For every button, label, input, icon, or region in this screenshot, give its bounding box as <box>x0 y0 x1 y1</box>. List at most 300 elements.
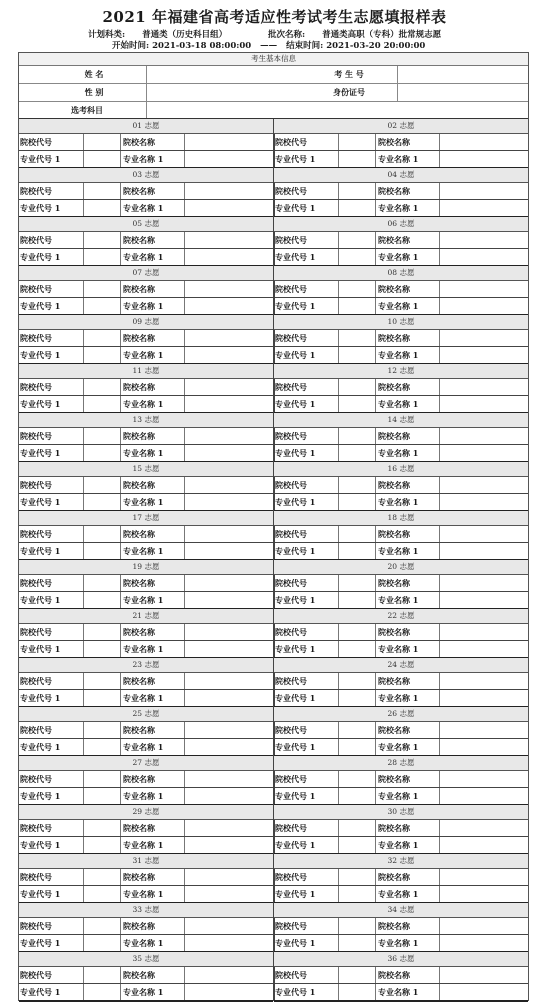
school-code-label: 院校代号 <box>275 627 307 637</box>
major-line <box>19 592 273 610</box>
major-name-field[interactable] <box>439 494 529 510</box>
school-line <box>274 477 528 494</box>
major-code-field[interactable] <box>338 151 375 167</box>
school-line <box>19 379 273 396</box>
choice-header: 02 志愿 <box>274 119 528 134</box>
major-name-field[interactable] <box>439 690 529 706</box>
school-code-field[interactable] <box>83 673 120 689</box>
major-name-field[interactable] <box>184 347 274 363</box>
school-code-label: 院校代号 <box>275 137 307 147</box>
major-line <box>19 494 273 512</box>
major-name-label: 专业名称 1 <box>375 396 440 412</box>
choice-header: 31 志愿 <box>19 854 273 869</box>
major-code-label: 专业代号 1 <box>20 889 61 899</box>
major-name-field[interactable] <box>184 200 274 216</box>
school-code-field[interactable] <box>83 330 120 346</box>
major-name-field[interactable] <box>439 984 529 1000</box>
major-code-field[interactable] <box>83 935 120 951</box>
choice-block <box>274 805 528 854</box>
school-code-field[interactable] <box>338 134 375 150</box>
major-code-field[interactable] <box>338 690 375 706</box>
major-code-field[interactable] <box>338 298 375 314</box>
school-code-field[interactable] <box>83 379 120 395</box>
school-name-field[interactable] <box>439 134 529 150</box>
school-code-label: 院校代号 <box>20 431 52 441</box>
school-name-label: 院校名称 <box>375 771 440 787</box>
choice-header: 10 志愿 <box>274 315 528 330</box>
school-name-label: 院校名称 <box>375 575 440 591</box>
major-code-label: 专业代号 1 <box>20 840 61 850</box>
school-code-label: 院校代号 <box>275 480 307 490</box>
major-line <box>274 445 528 463</box>
school-name-label: 院校名称 <box>120 232 185 248</box>
major-name-field[interactable] <box>439 837 529 853</box>
school-code-label: 院校代号 <box>275 431 307 441</box>
major-code-field[interactable] <box>83 690 120 706</box>
school-name-field[interactable] <box>184 771 274 787</box>
school-name-field[interactable] <box>439 232 529 248</box>
choice-header: 08 志愿 <box>274 266 528 281</box>
choice-block <box>274 658 528 707</box>
major-code-field[interactable] <box>83 886 120 902</box>
choice-block <box>274 707 528 756</box>
school-name-field[interactable] <box>184 918 274 934</box>
major-name-label: 专业名称 1 <box>375 200 440 216</box>
major-code-field[interactable] <box>83 788 120 804</box>
major-name-field[interactable] <box>439 935 529 951</box>
school-name-label: 院校名称 <box>120 869 185 885</box>
school-name-field[interactable] <box>184 330 274 346</box>
school-name-label: 院校名称 <box>120 967 185 983</box>
school-name-label: 院校名称 <box>120 771 185 787</box>
school-name-field[interactable] <box>439 722 529 738</box>
end-label: 结束时间: <box>286 41 324 51</box>
school-code-field[interactable] <box>83 134 120 150</box>
school-code-label: 院校代号 <box>20 480 52 490</box>
major-name-label: 专业名称 1 <box>375 592 440 608</box>
choice-row <box>19 707 528 756</box>
major-line <box>274 788 528 806</box>
major-code-field[interactable] <box>83 347 120 363</box>
major-name-label: 专业名称 1 <box>120 494 185 510</box>
major-code-field[interactable] <box>338 592 375 608</box>
school-name-label: 院校名称 <box>120 624 185 640</box>
major-code-field[interactable] <box>338 494 375 510</box>
major-name-label: 专业名称 1 <box>375 543 440 559</box>
major-name-label: 专业名称 1 <box>375 739 440 755</box>
major-code-field[interactable] <box>338 347 375 363</box>
choice-header: 17 志愿 <box>19 511 273 526</box>
choice-header: 09 志愿 <box>19 315 273 330</box>
school-code-field[interactable] <box>83 624 120 640</box>
school-name-field[interactable] <box>184 869 274 885</box>
major-code-label: 专业代号 1 <box>275 546 316 556</box>
time-separator: —— <box>260 41 278 51</box>
major-code-label: 专业代号 1 <box>20 203 61 213</box>
school-name-field[interactable] <box>439 673 529 689</box>
school-name-field[interactable] <box>184 526 274 542</box>
choice-header: 25 志愿 <box>19 707 273 722</box>
school-name-field[interactable] <box>184 134 274 150</box>
choice-header: 28 志愿 <box>274 756 528 771</box>
school-name-field[interactable] <box>439 330 529 346</box>
school-name-field[interactable] <box>439 771 529 787</box>
major-code-field[interactable] <box>83 641 120 657</box>
major-code-label: 专业代号 1 <box>20 791 61 801</box>
school-code-field[interactable] <box>83 428 120 444</box>
school-code-label: 院校代号 <box>20 725 52 735</box>
major-code-field[interactable] <box>83 200 120 216</box>
school-line <box>274 575 528 592</box>
major-name-label: 专业名称 1 <box>375 641 440 657</box>
choice-block <box>19 658 275 707</box>
school-code-field[interactable] <box>338 771 375 787</box>
major-name-field[interactable] <box>439 347 529 363</box>
choice-block <box>19 364 275 413</box>
school-code-field[interactable] <box>83 869 120 885</box>
info-row-subjects <box>19 102 528 120</box>
school-line <box>19 624 273 641</box>
major-name-field[interactable] <box>184 641 274 657</box>
major-code-field[interactable] <box>83 494 120 510</box>
school-name-field[interactable] <box>439 967 529 983</box>
school-code-label: 院校代号 <box>20 921 52 931</box>
school-code-field[interactable] <box>338 869 375 885</box>
major-name-label: 专业名称 1 <box>120 739 185 755</box>
school-code-field[interactable] <box>83 771 120 787</box>
school-name-field[interactable] <box>439 281 529 297</box>
major-name-label: 专业名称 1 <box>120 396 185 412</box>
major-code-field[interactable] <box>338 788 375 804</box>
major-code-field[interactable] <box>338 984 375 1000</box>
subjects-field[interactable] <box>147 102 527 118</box>
major-name-field[interactable] <box>439 445 529 461</box>
school-name-field[interactable] <box>439 575 529 591</box>
school-line <box>274 281 528 298</box>
school-code-field[interactable] <box>83 722 120 738</box>
school-code-label: 院校代号 <box>275 186 307 196</box>
major-name-field[interactable] <box>184 935 274 951</box>
major-code-field[interactable] <box>83 298 120 314</box>
major-code-field[interactable] <box>338 543 375 559</box>
major-line <box>274 249 528 267</box>
major-name-field[interactable] <box>184 494 274 510</box>
school-code-field[interactable] <box>338 967 375 983</box>
major-code-field[interactable] <box>338 837 375 853</box>
school-name-field[interactable] <box>439 869 529 885</box>
choice-header: 14 志愿 <box>274 413 528 428</box>
school-name-label: 院校名称 <box>375 477 440 493</box>
major-name-field[interactable] <box>439 396 529 412</box>
major-name-field[interactable] <box>184 837 274 853</box>
school-name-field[interactable] <box>439 526 529 542</box>
major-code-label: 专业代号 1 <box>20 154 61 164</box>
major-name-label: 专业名称 1 <box>120 200 185 216</box>
major-name-label: 专业名称 1 <box>120 788 185 804</box>
school-code-label: 院校代号 <box>20 676 52 686</box>
major-name-label: 专业名称 1 <box>375 347 440 363</box>
school-code-field[interactable] <box>83 967 120 983</box>
major-code-field[interactable] <box>338 886 375 902</box>
school-name-field[interactable] <box>184 281 274 297</box>
school-line <box>19 967 273 984</box>
school-name-field[interactable] <box>184 624 274 640</box>
school-code-field[interactable] <box>338 624 375 640</box>
school-name-label: 院校名称 <box>120 722 185 738</box>
major-line <box>19 935 273 953</box>
school-name-field[interactable] <box>439 820 529 836</box>
major-code-label: 专业代号 1 <box>20 987 61 997</box>
major-name-label: 专业名称 1 <box>120 592 185 608</box>
school-code-field[interactable] <box>338 183 375 199</box>
school-name-field[interactable] <box>184 722 274 738</box>
major-name-field[interactable] <box>439 788 529 804</box>
choice-row <box>19 952 528 1001</box>
school-name-field[interactable] <box>439 477 529 493</box>
major-line <box>274 298 528 316</box>
major-code-label: 专业代号 1 <box>20 448 61 458</box>
major-code-field[interactable] <box>338 396 375 412</box>
school-line <box>19 281 273 298</box>
school-code-field[interactable] <box>338 477 375 493</box>
school-code-label: 院校代号 <box>20 627 52 637</box>
major-line <box>274 592 528 610</box>
major-line <box>274 543 528 561</box>
major-code-label: 专业代号 1 <box>20 546 61 556</box>
name-field[interactable] <box>147 66 277 83</box>
major-name-field[interactable] <box>184 445 274 461</box>
school-code-field[interactable] <box>83 232 120 248</box>
school-line <box>19 134 273 151</box>
school-name-field[interactable] <box>184 379 274 395</box>
major-code-field[interactable] <box>338 445 375 461</box>
major-name-label: 专业名称 1 <box>375 984 440 1000</box>
school-name-field[interactable] <box>184 575 274 591</box>
school-name-label: 院校名称 <box>120 673 185 689</box>
major-code-label: 专业代号 1 <box>275 938 316 948</box>
major-name-field[interactable] <box>439 298 529 314</box>
school-name-field[interactable] <box>184 967 274 983</box>
choice-header: 19 志愿 <box>19 560 273 575</box>
school-code-field[interactable] <box>338 232 375 248</box>
major-name-field[interactable] <box>184 396 274 412</box>
major-name-field[interactable] <box>184 592 274 608</box>
choice-block <box>274 315 528 364</box>
choice-block <box>19 266 275 315</box>
form-sheet <box>18 52 529 1001</box>
school-code-field[interactable] <box>83 526 120 542</box>
school-code-field[interactable] <box>83 820 120 836</box>
id-field[interactable] <box>398 84 526 101</box>
choice-row <box>19 756 528 805</box>
major-name-field[interactable] <box>439 151 529 167</box>
major-name-field[interactable] <box>184 249 274 265</box>
school-name-label: 院校名称 <box>120 428 185 444</box>
choice-block <box>19 854 275 903</box>
school-code-field[interactable] <box>338 820 375 836</box>
school-code-field[interactable] <box>338 918 375 934</box>
major-line <box>19 347 273 365</box>
school-code-label: 院校代号 <box>275 970 307 980</box>
school-code-field[interactable] <box>338 330 375 346</box>
major-code-label: 专业代号 1 <box>275 350 316 360</box>
choice-block <box>19 119 275 168</box>
choice-row <box>19 462 528 511</box>
info-row-gender <box>19 84 528 102</box>
school-name-label: 院校名称 <box>375 379 440 395</box>
major-code-field[interactable] <box>83 396 120 412</box>
school-name-field[interactable] <box>184 820 274 836</box>
school-code-field[interactable] <box>338 281 375 297</box>
choice-row <box>19 364 528 413</box>
major-code-field[interactable] <box>83 592 120 608</box>
major-code-label: 专业代号 1 <box>20 742 61 752</box>
major-code-label: 专业代号 1 <box>275 791 316 801</box>
choice-block <box>274 511 528 560</box>
major-code-label: 专业代号 1 <box>275 252 316 262</box>
major-name-field[interactable] <box>184 788 274 804</box>
major-name-label: 专业名称 1 <box>120 886 185 902</box>
school-code-field[interactable] <box>83 183 120 199</box>
major-code-field[interactable] <box>83 445 120 461</box>
major-name-field[interactable] <box>184 151 274 167</box>
choice-row <box>19 658 528 707</box>
major-name-field[interactable] <box>439 592 529 608</box>
major-code-label: 专业代号 1 <box>275 693 316 703</box>
school-line <box>274 379 528 396</box>
school-name-label: 院校名称 <box>375 673 440 689</box>
time-info <box>112 39 425 51</box>
school-name-field[interactable] <box>439 624 529 640</box>
school-line <box>19 330 273 347</box>
school-name-label: 院校名称 <box>375 624 440 640</box>
school-name-field[interactable] <box>184 428 274 444</box>
major-name-label: 专业名称 1 <box>375 788 440 804</box>
major-name-field[interactable] <box>184 543 274 559</box>
major-code-field[interactable] <box>83 984 120 1000</box>
choice-header: 12 志愿 <box>274 364 528 379</box>
major-code-field[interactable] <box>338 200 375 216</box>
exam-no-field[interactable] <box>398 66 526 83</box>
school-line <box>19 526 273 543</box>
choice-block <box>274 119 528 168</box>
major-name-field[interactable] <box>439 200 529 216</box>
info-row-name <box>19 66 528 84</box>
major-code-field[interactable] <box>338 739 375 755</box>
choice-row <box>19 511 528 560</box>
major-line <box>19 200 273 218</box>
school-name-label: 院校名称 <box>375 183 440 199</box>
major-name-label: 专业名称 1 <box>120 249 185 265</box>
school-code-label: 院校代号 <box>20 235 52 245</box>
major-name-label: 专业名称 1 <box>120 641 185 657</box>
major-code-field[interactable] <box>83 543 120 559</box>
major-name-label: 专业名称 1 <box>120 347 185 363</box>
major-code-field[interactable] <box>83 837 120 853</box>
choice-block <box>19 462 275 511</box>
choice-block <box>19 952 275 1001</box>
school-code-field[interactable] <box>83 575 120 591</box>
choice-block <box>19 707 275 756</box>
major-name-field[interactable] <box>439 641 529 657</box>
school-line <box>19 575 273 592</box>
major-code-label: 专业代号 1 <box>275 399 316 409</box>
school-code-field[interactable] <box>338 428 375 444</box>
major-code-field[interactable] <box>83 151 120 167</box>
major-name-field[interactable] <box>439 739 529 755</box>
major-code-field[interactable] <box>83 249 120 265</box>
choice-block <box>274 266 528 315</box>
major-code-field[interactable] <box>83 739 120 755</box>
school-code-field[interactable] <box>83 477 120 493</box>
major-name-label: 专业名称 1 <box>375 837 440 853</box>
school-code-field[interactable] <box>338 722 375 738</box>
school-code-label: 院校代号 <box>20 186 52 196</box>
school-line <box>19 477 273 494</box>
school-name-field[interactable] <box>184 673 274 689</box>
school-line <box>19 771 273 788</box>
plan-label: 计划科类: <box>88 30 126 40</box>
major-code-field[interactable] <box>338 641 375 657</box>
major-name-label: 专业名称 1 <box>375 151 440 167</box>
school-code-field[interactable] <box>338 526 375 542</box>
major-name-field[interactable] <box>184 739 274 755</box>
school-name-field[interactable] <box>184 183 274 199</box>
major-code-field[interactable] <box>338 249 375 265</box>
major-name-label: 专业名称 1 <box>375 249 440 265</box>
school-line <box>19 918 273 935</box>
school-code-field[interactable] <box>83 918 120 934</box>
major-code-field[interactable] <box>338 935 375 951</box>
school-name-field[interactable] <box>439 379 529 395</box>
major-name-field[interactable] <box>184 886 274 902</box>
school-code-field[interactable] <box>338 575 375 591</box>
exam-no-label: 考 生 号 <box>334 69 364 79</box>
choice-header: 35 志愿 <box>19 952 273 967</box>
major-line <box>274 739 528 757</box>
school-name-field[interactable] <box>439 918 529 934</box>
major-code-label: 专业代号 1 <box>275 644 316 654</box>
school-code-field[interactable] <box>338 379 375 395</box>
major-name-label: 专业名称 1 <box>375 690 440 706</box>
choice-block <box>274 952 528 1001</box>
choice-header: 20 志愿 <box>274 560 528 575</box>
school-name-field[interactable] <box>184 232 274 248</box>
major-name-field[interactable] <box>184 690 274 706</box>
choice-header: 36 志愿 <box>274 952 528 967</box>
choice-block <box>19 805 275 854</box>
school-code-field[interactable] <box>83 281 120 297</box>
school-code-field[interactable] <box>338 673 375 689</box>
major-name-field[interactable] <box>439 886 529 902</box>
school-code-label: 院校代号 <box>275 823 307 833</box>
major-name-field[interactable] <box>439 543 529 559</box>
school-name-field[interactable] <box>439 183 529 199</box>
major-name-field[interactable] <box>184 298 274 314</box>
major-name-field[interactable] <box>439 249 529 265</box>
major-code-label: 专业代号 1 <box>275 154 316 164</box>
id-label: 身份证号 <box>333 87 365 97</box>
school-name-label: 院校名称 <box>120 477 185 493</box>
major-code-label: 专业代号 1 <box>20 350 61 360</box>
school-name-field[interactable] <box>439 428 529 444</box>
major-line <box>274 347 528 365</box>
gender-field[interactable] <box>147 84 277 101</box>
major-name-field[interactable] <box>184 984 274 1000</box>
school-code-label: 院校代号 <box>275 529 307 539</box>
school-name-field[interactable] <box>184 477 274 493</box>
school-name-label: 院校名称 <box>375 428 440 444</box>
